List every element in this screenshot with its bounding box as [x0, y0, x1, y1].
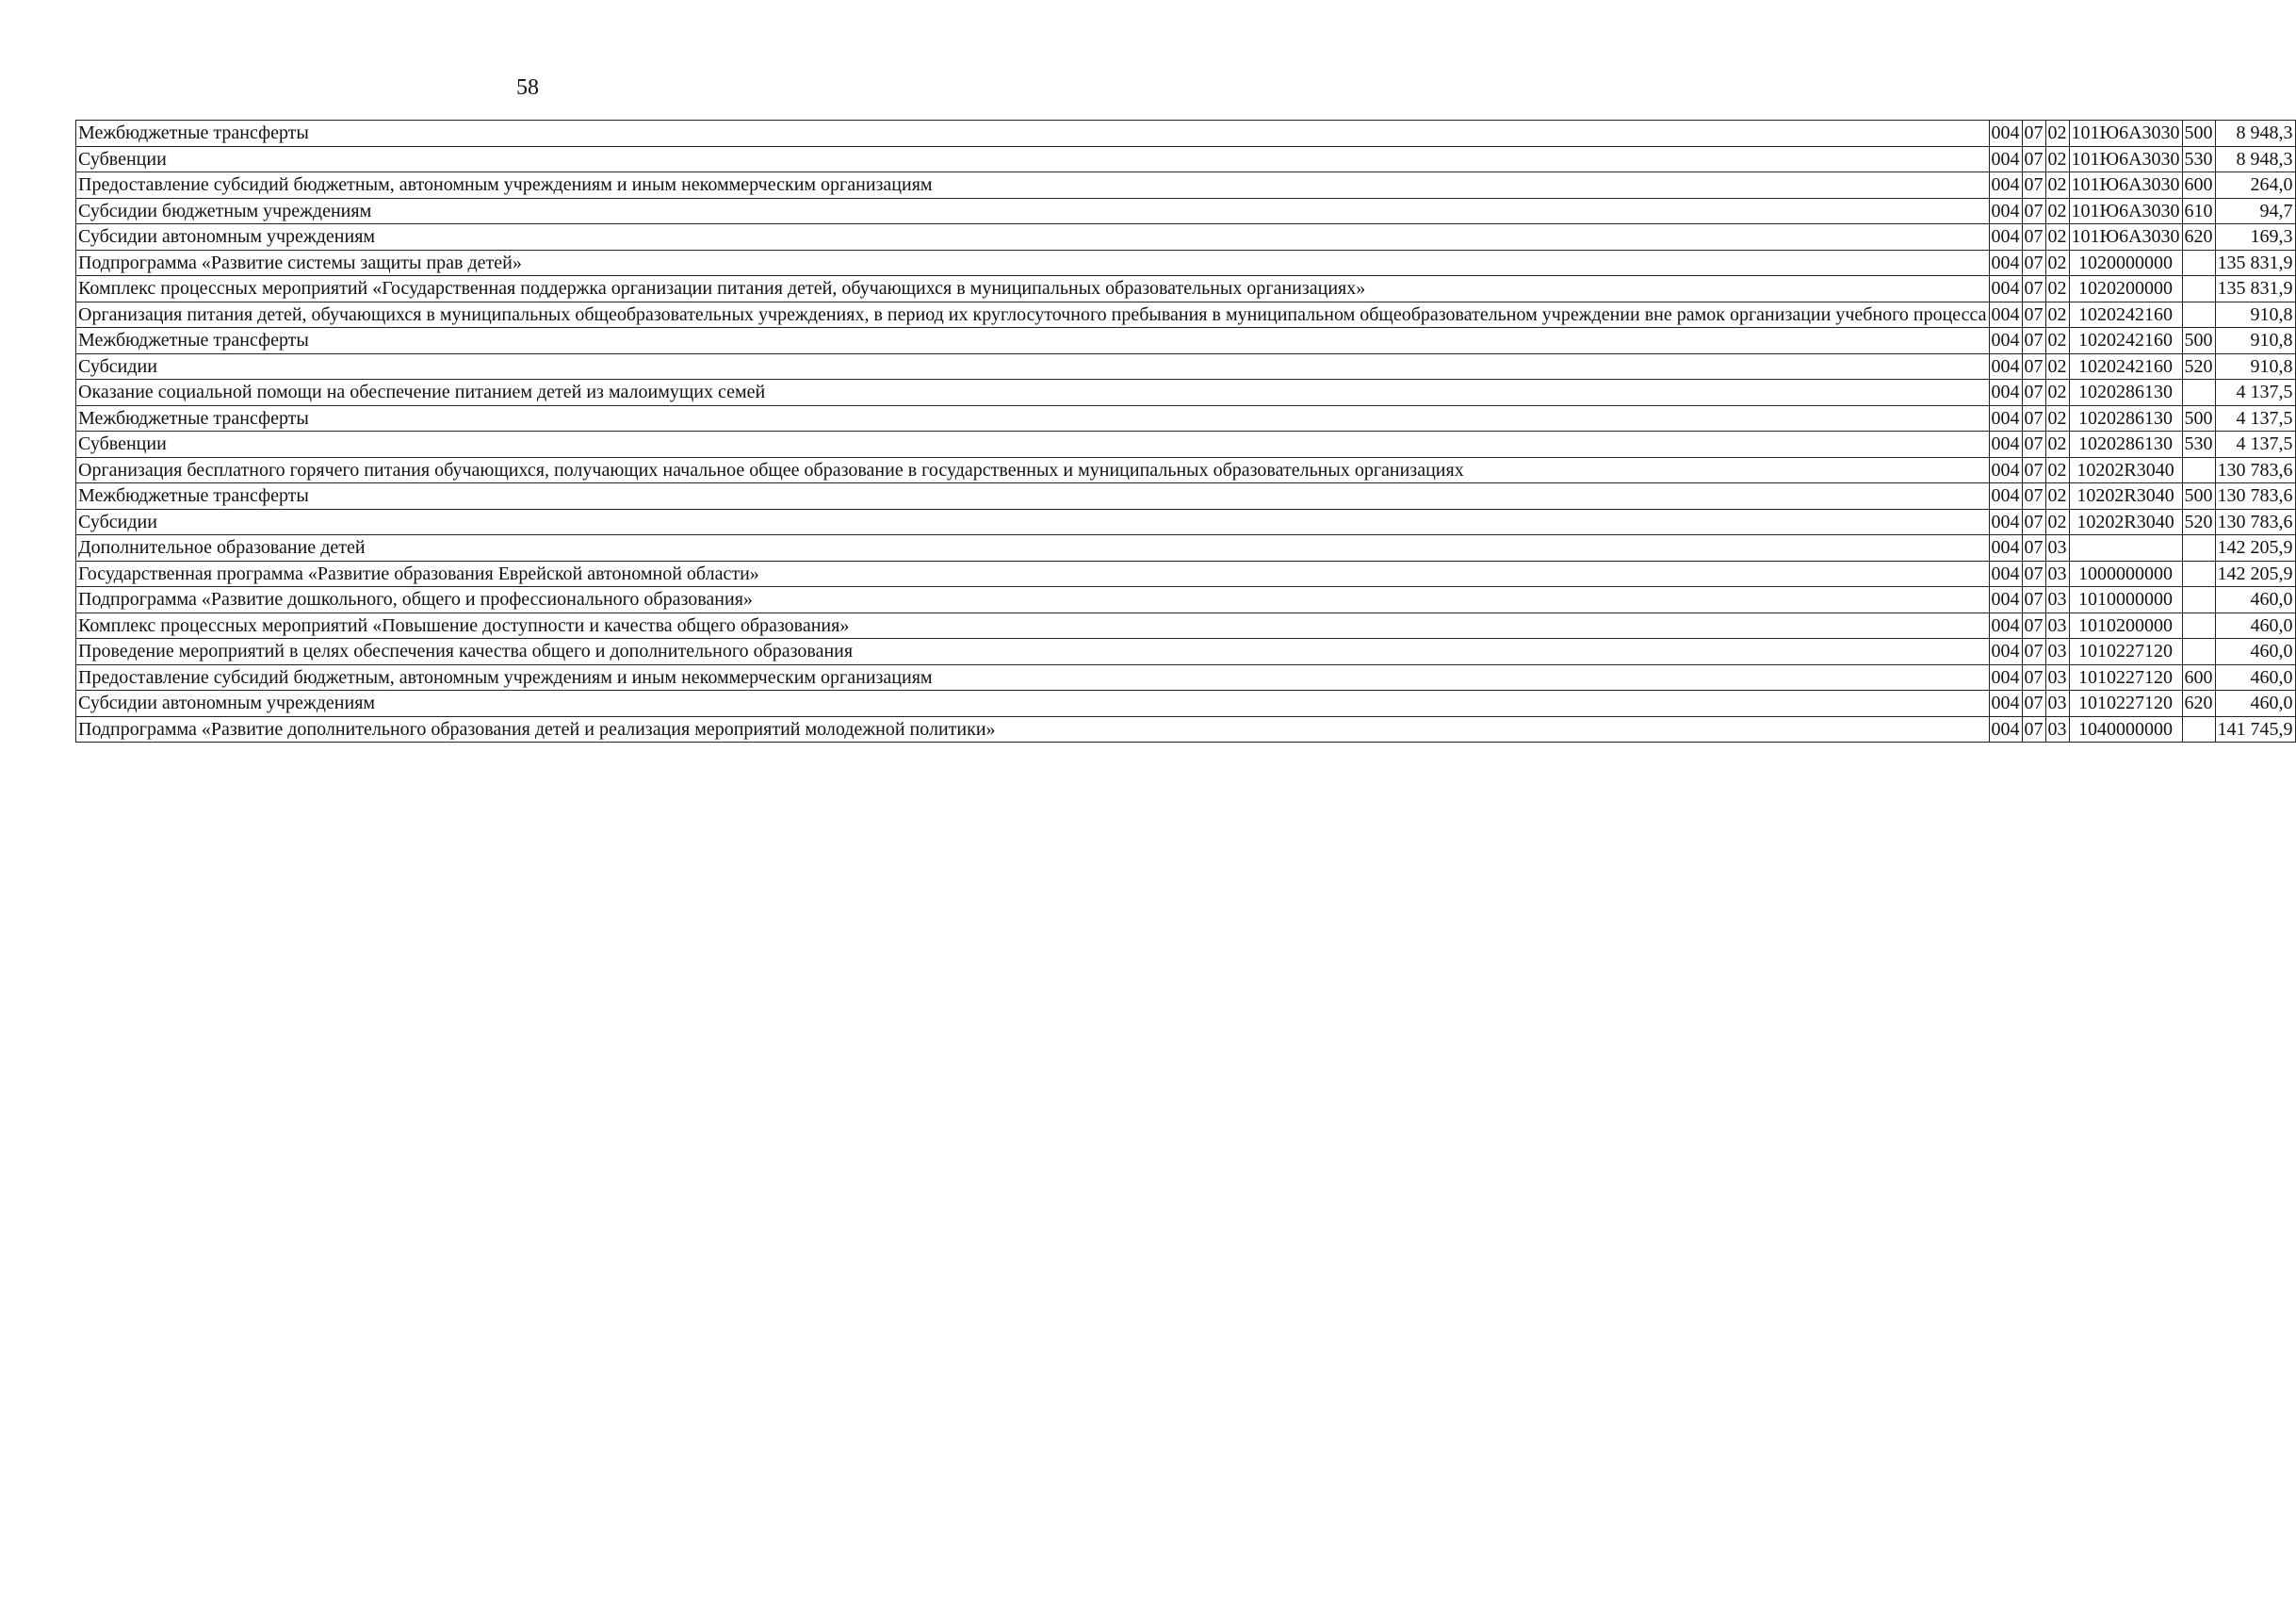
expense-type-cell [2182, 302, 2215, 328]
budget-table-body [76, 121, 2296, 743]
ministry-code-cell: 004 [1989, 613, 2022, 639]
ministry-code-cell: 004 [1989, 587, 2022, 613]
amount-cell: 8 948,3 [2215, 121, 2295, 147]
item-name-cell: Субсидии бюджетным учреждениям [76, 198, 1990, 224]
section-cell: 07 [2022, 483, 2045, 510]
amount-cell: 460,0 [2215, 664, 2295, 691]
expense-type-cell [2182, 535, 2215, 562]
expense-type-cell [2182, 276, 2215, 302]
subsection-cell: 02 [2045, 328, 2069, 354]
expense-type-cell: 500 [2182, 121, 2215, 147]
amount-cell: 135 831,9 [2215, 250, 2295, 276]
section-cell: 07 [2022, 432, 2045, 458]
expense-type-cell: 620 [2182, 691, 2215, 717]
section-cell: 07 [2022, 561, 2045, 587]
amount-cell: 4 137,5 [2215, 432, 2295, 458]
amount-cell: 4 137,5 [2215, 405, 2295, 432]
target-article-cell: 10202R3040 [2069, 483, 2182, 510]
subsection-cell: 03 [2045, 639, 2069, 665]
subsection-cell: 02 [2045, 457, 2069, 483]
table-row [76, 664, 2296, 691]
subsection-cell: 02 [2045, 483, 2069, 510]
table-row [76, 716, 2296, 743]
table-row [76, 198, 2296, 224]
table-row [76, 146, 2296, 172]
item-name-cell: Межбюджетные трансферты [76, 405, 1990, 432]
amount-cell: 910,8 [2215, 353, 2295, 380]
table-row [76, 432, 2296, 458]
subsection-cell: 03 [2045, 587, 2069, 613]
amount-cell: 460,0 [2215, 587, 2295, 613]
subsection-cell: 02 [2045, 302, 2069, 328]
item-name-cell: Государственная программа «Развитие образования Еврейской автономной области» [76, 561, 1990, 587]
ministry-code-cell: 004 [1989, 302, 2022, 328]
section-cell: 07 [2022, 613, 2045, 639]
section-cell: 07 [2022, 250, 2045, 276]
expense-type-cell: 520 [2182, 353, 2215, 380]
section-cell: 07 [2022, 172, 2045, 199]
expense-type-cell [2182, 380, 2215, 406]
section-cell: 07 [2022, 146, 2045, 172]
target-article-cell: 1020242160 [2069, 328, 2182, 354]
expense-type-cell: 600 [2182, 664, 2215, 691]
subsection-cell: 02 [2045, 353, 2069, 380]
target-article-cell: 1010200000 [2069, 613, 2182, 639]
target-article-cell: 1020000000 [2069, 250, 2182, 276]
amount-cell: 135 831,9 [2215, 276, 2295, 302]
expense-type-cell: 500 [2182, 328, 2215, 354]
ministry-code-cell: 004 [1989, 353, 2022, 380]
table-row [76, 405, 2296, 432]
section-cell: 07 [2022, 198, 2045, 224]
amount-cell: 141 745,9 [2215, 716, 2295, 743]
target-article-cell: 1010000000 [2069, 587, 2182, 613]
page-number: 58 [516, 75, 539, 100]
subsection-cell: 02 [2045, 198, 2069, 224]
ministry-code-cell: 004 [1989, 691, 2022, 717]
expense-type-cell [2182, 250, 2215, 276]
ministry-code-cell: 004 [1989, 432, 2022, 458]
amount-cell: 8 948,3 [2215, 146, 2295, 172]
item-name-cell: Комплекс процессных мероприятий «Государственная поддержка организации питания детей, обучающихся в муниципальных образовательных организациях» [76, 276, 1990, 302]
table-row [76, 691, 2296, 717]
ministry-code-cell: 004 [1989, 561, 2022, 587]
ministry-code-cell: 004 [1989, 276, 2022, 302]
item-name-cell: Подпрограмма «Развитие дополнительного образования детей и реализация мероприятий молодежной политики» [76, 716, 1990, 743]
subsection-cell: 03 [2045, 613, 2069, 639]
ministry-code-cell: 004 [1989, 250, 2022, 276]
amount-cell: 4 137,5 [2215, 380, 2295, 406]
table-row [76, 561, 2296, 587]
subsection-cell: 02 [2045, 509, 2069, 535]
subsection-cell: 03 [2045, 561, 2069, 587]
section-cell: 07 [2022, 639, 2045, 665]
expense-type-cell: 530 [2182, 432, 2215, 458]
item-name-cell: Подпрограмма «Развитие дошкольного, общего и профессионального образования» [76, 587, 1990, 613]
expense-type-cell [2182, 457, 2215, 483]
table-row [76, 250, 2296, 276]
item-name-cell: Дополнительное образование детей [76, 535, 1990, 562]
subsection-cell: 02 [2045, 250, 2069, 276]
section-cell: 07 [2022, 405, 2045, 432]
target-article-cell: 101Ю6А3030 [2069, 146, 2182, 172]
amount-cell: 264,0 [2215, 172, 2295, 199]
section-cell: 07 [2022, 380, 2045, 406]
target-article-cell: 1000000000 [2069, 561, 2182, 587]
target-article-cell: 1020286130 [2069, 432, 2182, 458]
item-name-cell: Субсидии [76, 509, 1990, 535]
amount-cell: 460,0 [2215, 691, 2295, 717]
table-row [76, 353, 2296, 380]
amount-cell: 142 205,9 [2215, 561, 2295, 587]
budget-table [75, 120, 2296, 743]
expense-type-cell [2182, 613, 2215, 639]
expense-type-cell: 530 [2182, 146, 2215, 172]
section-cell: 07 [2022, 535, 2045, 562]
ministry-code-cell: 004 [1989, 405, 2022, 432]
expense-type-cell [2182, 639, 2215, 665]
expense-type-cell [2182, 587, 2215, 613]
ministry-code-cell: 004 [1989, 483, 2022, 510]
subsection-cell: 02 [2045, 121, 2069, 147]
ministry-code-cell: 004 [1989, 457, 2022, 483]
section-cell: 07 [2022, 276, 2045, 302]
ministry-code-cell: 004 [1989, 198, 2022, 224]
ministry-code-cell: 004 [1989, 535, 2022, 562]
target-article-cell: 1020286130 [2069, 405, 2182, 432]
subsection-cell: 02 [2045, 380, 2069, 406]
ministry-code-cell: 004 [1989, 639, 2022, 665]
table-row [76, 509, 2296, 535]
ministry-code-cell: 004 [1989, 121, 2022, 147]
subsection-cell: 03 [2045, 664, 2069, 691]
subsection-cell: 03 [2045, 535, 2069, 562]
table-row [76, 380, 2296, 406]
target-article-cell: 1010227120 [2069, 691, 2182, 717]
item-name-cell: Субсидии автономным учреждениям [76, 691, 1990, 717]
item-name-cell: Предоставление субсидий бюджетным, автономным учреждениям и иным некоммерческим организациям [76, 172, 1990, 199]
amount-cell: 910,8 [2215, 302, 2295, 328]
expense-type-cell: 600 [2182, 172, 2215, 199]
table-row [76, 172, 2296, 199]
section-cell: 07 [2022, 509, 2045, 535]
item-name-cell: Подпрограмма «Развитие системы защиты прав детей» [76, 250, 1990, 276]
expense-type-cell: 500 [2182, 483, 2215, 510]
target-article-cell: 1020200000 [2069, 276, 2182, 302]
ministry-code-cell: 004 [1989, 664, 2022, 691]
target-article-cell: 101Ю6А3030 [2069, 172, 2182, 199]
target-article-cell: 1020286130 [2069, 380, 2182, 406]
section-cell: 07 [2022, 302, 2045, 328]
table-row [76, 535, 2296, 562]
item-name-cell: Проведение мероприятий в целях обеспечения качества общего и дополнительного образования [76, 639, 1990, 665]
subsection-cell: 02 [2045, 224, 2069, 251]
ministry-code-cell: 004 [1989, 509, 2022, 535]
item-name-cell: Субвенции [76, 432, 1990, 458]
item-name-cell: Организация бесплатного горячего питания обучающихся, получающих начальное общее образование в государственных и муниципальных образовательных организациях [76, 457, 1990, 483]
table-row [76, 276, 2296, 302]
item-name-cell: Комплекс процессных мероприятий «Повышение доступности и качества общего образования» [76, 613, 1990, 639]
target-article-cell: 1040000000 [2069, 716, 2182, 743]
table-row [76, 121, 2296, 147]
amount-cell: 94,7 [2215, 198, 2295, 224]
expense-type-cell [2182, 716, 2215, 743]
target-article-cell: 1010227120 [2069, 664, 2182, 691]
amount-cell: 910,8 [2215, 328, 2295, 354]
amount-cell: 130 783,6 [2215, 457, 2295, 483]
item-name-cell: Организация питания детей, обучающихся в муниципальных общеобразовательных учреждениях, в период их круглосуточного пребывания в муниципальном общеобразовательном учреждении вне рамок организации учебного процесса [76, 302, 1990, 328]
expense-type-cell [2182, 561, 2215, 587]
table-row [76, 302, 2296, 328]
target-article-cell: 101Ю6А3030 [2069, 198, 2182, 224]
table-row [76, 587, 2296, 613]
item-name-cell: Межбюджетные трансферты [76, 328, 1990, 354]
target-article-cell: 10202R3040 [2069, 509, 2182, 535]
target-article-cell: 101Ю6А3030 [2069, 121, 2182, 147]
item-name-cell: Межбюджетные трансферты [76, 121, 1990, 147]
item-name-cell: Субсидии автономным учреждениям [76, 224, 1990, 251]
target-article-cell: 1020242160 [2069, 353, 2182, 380]
target-article-cell: 10202R3040 [2069, 457, 2182, 483]
table-row [76, 328, 2296, 354]
table-row [76, 457, 2296, 483]
subsection-cell: 02 [2045, 276, 2069, 302]
ministry-code-cell: 004 [1989, 224, 2022, 251]
ministry-code-cell: 004 [1989, 146, 2022, 172]
section-cell: 07 [2022, 716, 2045, 743]
ministry-code-cell: 004 [1989, 172, 2022, 199]
section-cell: 07 [2022, 587, 2045, 613]
subsection-cell: 03 [2045, 716, 2069, 743]
table-row [76, 483, 2296, 510]
expense-type-cell: 500 [2182, 405, 2215, 432]
item-name-cell: Субсидии [76, 353, 1990, 380]
amount-cell: 142 205,9 [2215, 535, 2295, 562]
subsection-cell: 02 [2045, 146, 2069, 172]
amount-cell: 130 783,6 [2215, 483, 2295, 510]
section-cell: 07 [2022, 353, 2045, 380]
amount-cell: 460,0 [2215, 613, 2295, 639]
section-cell: 07 [2022, 457, 2045, 483]
section-cell: 07 [2022, 328, 2045, 354]
amount-cell: 460,0 [2215, 639, 2295, 665]
amount-cell: 130 783,6 [2215, 509, 2295, 535]
ministry-code-cell: 004 [1989, 380, 2022, 406]
ministry-code-cell: 004 [1989, 716, 2022, 743]
expense-type-cell: 520 [2182, 509, 2215, 535]
expense-type-cell: 610 [2182, 198, 2215, 224]
item-name-cell: Предоставление субсидий бюджетным, автономным учреждениям и иным некоммерческим организациям [76, 664, 1990, 691]
section-cell: 07 [2022, 121, 2045, 147]
target-article-cell: 101Ю6А3030 [2069, 224, 2182, 251]
expense-type-cell: 620 [2182, 224, 2215, 251]
table-row [76, 224, 2296, 251]
table-row [76, 613, 2296, 639]
target-article-cell [2069, 535, 2182, 562]
section-cell: 07 [2022, 224, 2045, 251]
subsection-cell: 02 [2045, 432, 2069, 458]
subsection-cell: 03 [2045, 691, 2069, 717]
subsection-cell: 02 [2045, 172, 2069, 199]
amount-cell: 169,3 [2215, 224, 2295, 251]
item-name-cell: Оказание социальной помощи на обеспечение питанием детей из малоимущих семей [76, 380, 1990, 406]
section-cell: 07 [2022, 664, 2045, 691]
section-cell: 07 [2022, 691, 2045, 717]
ministry-code-cell: 004 [1989, 328, 2022, 354]
item-name-cell: Субвенции [76, 146, 1990, 172]
subsection-cell: 02 [2045, 405, 2069, 432]
table-row [76, 639, 2296, 665]
item-name-cell: Межбюджетные трансферты [76, 483, 1990, 510]
target-article-cell: 1020242160 [2069, 302, 2182, 328]
target-article-cell: 1010227120 [2069, 639, 2182, 665]
